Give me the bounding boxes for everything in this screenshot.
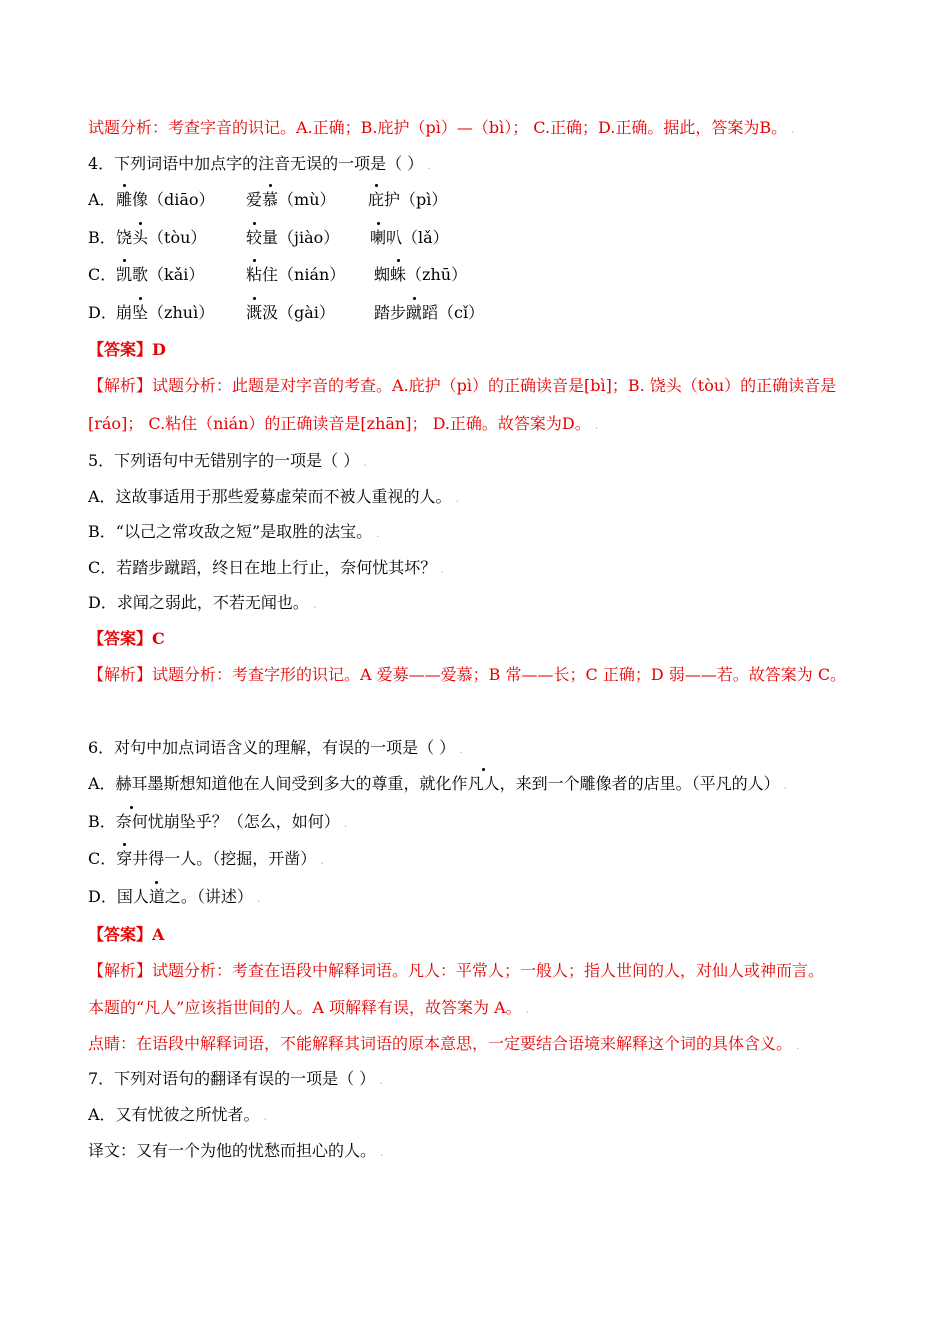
dotted-char: 喇 xyxy=(370,228,387,247)
q5-option-a: A．这故事适用于那些爱募虚荣而不被人重视的人。 . xyxy=(88,487,460,506)
dotted-char: 较 xyxy=(246,228,263,247)
paragraph-mark-icon: . xyxy=(263,1110,268,1123)
q5-stem xyxy=(88,450,367,474)
q4-option-item: 凯歌（kǎi） xyxy=(116,265,205,284)
q4-analysis-text-2: [ráo]； C.粘住（nián）的正确读音是[zhān]； D.正确。故答案为D。 xyxy=(88,414,591,433)
q5-option-b: B．“以己之常攻敌之短”是取胜的法宝。 . xyxy=(88,522,380,541)
q7-stem xyxy=(88,1068,383,1092)
dotted-word: 穿 xyxy=(116,849,133,868)
dotted-char: 坠 xyxy=(132,303,149,322)
q7-translation-a: 译文：又有一个为他的忧愁而担心的人。 . xyxy=(88,1141,384,1160)
q4-analysis-line-1 xyxy=(88,375,836,397)
q4-answer xyxy=(88,339,166,361)
q6-analysis-line-2 xyxy=(88,997,529,1021)
q6-stem xyxy=(88,737,463,761)
intro-analysis-text: 试题分析：考查字音的识记。A.正确；B.庇护（pì）—（bì）； C.正确；D.正确。据此，答案为B。 xyxy=(88,118,788,137)
paragraph-mark-icon: . xyxy=(525,1003,530,1016)
q4-option-item: 庇护（pì） xyxy=(368,190,448,209)
q6-analysis-text-2: 本题的“凡人”应该指世间的人。A 项解释有误，故答案为 A。 xyxy=(88,998,522,1017)
dotted-char: 蹴 xyxy=(406,303,423,322)
dotted-char: 凯 xyxy=(116,265,133,284)
paragraph-mark-icon: . xyxy=(256,892,261,905)
q4-option-item: 粘住（nián） xyxy=(246,265,346,284)
paragraph-mark-icon: . xyxy=(783,779,788,792)
paragraph-mark-icon: . xyxy=(796,1039,800,1052)
q4-option-letter: C． xyxy=(88,265,117,284)
paragraph-mark-icon: . xyxy=(427,159,431,172)
q4-option-item: 雕像（diāo） xyxy=(116,190,215,209)
dotted-char: 庇 xyxy=(368,190,385,209)
q6-stem-text: 6．对句中加点词语含义的理解，有误的一项是（ ） xyxy=(88,738,456,757)
q4-option-item: 较量（jiào） xyxy=(246,228,340,247)
q4-option-item: 踏步蹴蹈（cǐ） xyxy=(374,303,485,322)
q4-analysis-text-1: 【解析】试题分析：此题是对字音的考查。A.庇护（pì）的正确读音是[bì]；B. 饶头（tòu）的正确读音是 xyxy=(88,376,837,395)
q4-option-letter: B． xyxy=(88,228,116,247)
dotted-char: 慕 xyxy=(262,190,279,209)
paragraph-mark-icon: . xyxy=(379,1074,383,1087)
q6-tip xyxy=(88,1033,800,1057)
q5-option-d: D．求闻之弱此，不若无闻也。 . xyxy=(88,593,317,612)
q5-answer xyxy=(88,628,165,650)
q4-option-letter: D． xyxy=(88,303,117,322)
dotted-char: 蛛 xyxy=(390,265,407,284)
q5-answer-text: 【答案】C xyxy=(88,629,165,648)
q6-answer xyxy=(88,924,164,946)
paragraph-mark-icon: . xyxy=(594,419,599,432)
q6-option-a: A．赫耳墨斯想知道他在人间受到多大的尊重，就化作凡人，来到一个雕像者的店里。（平凡的人） . xyxy=(88,774,788,793)
q6-option-c: C．穿井得一人。（挖掘，开凿） . xyxy=(88,849,324,868)
paragraph-mark-icon: . xyxy=(440,563,444,576)
q6-analysis-text-1: 【解析】试题分析：考查在语段中解释词语。凡人：平常人；一般人；指人世间的人，对仙人或神而言。 xyxy=(88,961,825,980)
paragraph-mark-icon: . xyxy=(459,743,463,756)
paragraph-mark-icon: . xyxy=(455,492,460,505)
dotted-word: 奈何 xyxy=(115,812,148,831)
dotted-char: 粘 xyxy=(246,265,263,284)
q6-analysis-line-1 xyxy=(88,960,824,982)
q4-option-letter: A． xyxy=(88,190,116,209)
dotted-char: 头 xyxy=(132,228,149,247)
q4-option-item: 爱慕（mù） xyxy=(246,190,336,209)
q4-answer-text: 【答案】D xyxy=(88,340,166,359)
paragraph-mark-icon: . xyxy=(320,854,324,867)
q4-option-item: 蜘蛛（zhū） xyxy=(374,265,468,284)
q4-analysis-line-2 xyxy=(88,413,598,437)
q6-tip-text: 点睛：在语段中解释词语，不能解释其词语的原本意思，一定要结合语境来解释这个词的具体含义。 xyxy=(88,1034,793,1053)
q6-option-b: B．奈何忧崩坠乎？（怎么，如何） . xyxy=(88,812,348,831)
q5-analysis xyxy=(88,664,846,686)
paragraph-mark-icon: . xyxy=(380,1146,384,1159)
q6-option-d: D．国人道之。（讲述） . xyxy=(88,887,261,906)
paragraph-mark-icon: . xyxy=(376,527,380,540)
q5-stem-text: 5．下列语句中无错别字的一项是（ ） xyxy=(88,451,360,470)
dotted-char: 溉 xyxy=(246,303,263,322)
q5-option-c: C．若踏步蹴蹈，终日在地上行止，奈何忧其坏？ . xyxy=(88,558,444,577)
paragraph-mark-icon: . xyxy=(312,598,317,611)
q4-option-item: 饶头（tòu） xyxy=(116,228,207,247)
q4-option-item: 溉汲（gài） xyxy=(246,303,335,322)
q4-option-item: 崩坠（zhuì） xyxy=(116,303,215,322)
q4-stem-text: 4．下列词语中加点字的注音无误的一项是（ ） xyxy=(88,154,424,173)
intro-analysis xyxy=(88,117,795,141)
q4-option-item: 喇叭（lǎ） xyxy=(370,228,449,247)
dotted-char: 雕 xyxy=(116,190,133,209)
q7-stem-text: 7．下列对语句的翻译有误的一项是（ ） xyxy=(88,1069,376,1088)
q5-analysis-text: 【解析】试题分析：考查字形的识记。A 爱募——爱慕；B 常——长；C 正确；D 弱——若。故答案为 C。 xyxy=(88,665,847,684)
paragraph-mark-icon: . xyxy=(791,123,795,136)
paragraph-mark-icon: . xyxy=(363,456,367,469)
q6-answer-text: 【答案】A xyxy=(88,925,165,944)
q7-option-a: A．又有忧彼之所忧者。 . xyxy=(88,1105,268,1124)
q4-stem xyxy=(88,153,431,177)
dotted-word: 凡人 xyxy=(467,774,500,793)
dotted-word: 道 xyxy=(148,887,165,906)
paragraph-mark-icon: . xyxy=(343,817,348,830)
